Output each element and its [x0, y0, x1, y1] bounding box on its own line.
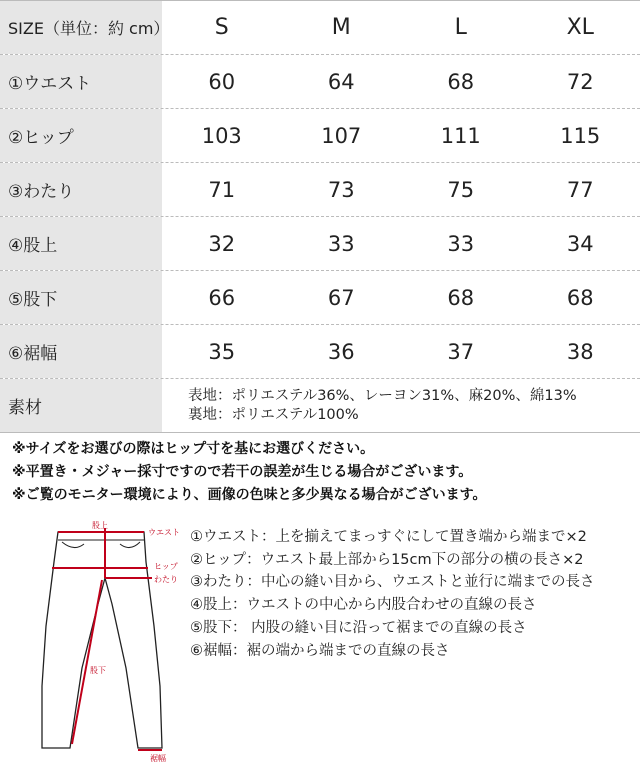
row-label: ⑥裾幅 [0, 325, 162, 378]
table-cell: 32 [208, 231, 236, 256]
size-header-label: SIZE（単位：約 cm） [0, 1, 162, 54]
size-m-header: M [331, 15, 351, 40]
table-cell: 67 [327, 285, 355, 310]
rise-row [0, 217, 640, 271]
label-rise: 股上 [92, 521, 108, 530]
table-cell: 115 [560, 123, 601, 148]
row-label: ③わたり [0, 163, 162, 216]
table-cell: 34 [566, 231, 594, 256]
table-cell: 38 [566, 339, 594, 364]
table-cell: 73 [327, 177, 355, 202]
size-xl-header: XL [566, 15, 594, 40]
table-cell: 60 [208, 69, 236, 94]
pants-diagram [12, 518, 182, 762]
size-s-header: S [214, 15, 229, 40]
measurement-definitions [190, 526, 595, 662]
label-inseam: 股下 [90, 666, 106, 675]
table-cell: 77 [566, 177, 594, 202]
note-item: ※ご覧のモニター環境により、画像の色味と多少異なる場合がございます。 [12, 487, 487, 503]
thigh-row [0, 163, 640, 217]
inseam-row [0, 271, 640, 325]
row-label: ⑤股下 [0, 271, 162, 324]
definition-item: ⑤股下： 内股の縫い目に沿って裾までの直線の長さ [190, 619, 527, 636]
label-hip: ヒップ [154, 562, 178, 571]
table-cell: 33 [447, 231, 475, 256]
material-text [162, 379, 640, 432]
table-cell: 37 [447, 339, 475, 364]
hip-row [0, 109, 640, 163]
table-cell: 75 [447, 177, 475, 202]
definition-item: ④股上：ウエストの中心から内股合わせの直線の長さ [190, 597, 537, 614]
definition-item: ②ヒップ：ウエスト最上部から15cm下の部分の横の長さ×2 [190, 551, 584, 568]
pants-outline [42, 532, 162, 748]
label-thigh: わたり [154, 575, 178, 584]
row-label: ②ヒップ [0, 109, 162, 162]
table-cell: 36 [327, 339, 355, 364]
table-cell: 107 [321, 123, 362, 148]
table-cell: 103 [201, 123, 242, 148]
notes [12, 438, 487, 507]
hem-row [0, 325, 640, 379]
table-cell: 64 [327, 69, 355, 94]
row-label: ①ウエスト [0, 55, 162, 108]
table-cell: 66 [208, 285, 236, 310]
size-header-row [0, 1, 640, 55]
label-hem: 裾幅 [150, 754, 166, 762]
note-item: ※サイズをお選びの際はヒップ寸を基にお選びください。 [12, 441, 375, 457]
table-cell: 35 [208, 339, 236, 364]
table-cell: 33 [327, 231, 355, 256]
table-cell: 72 [566, 69, 594, 94]
table-cell: 111 [440, 123, 481, 148]
material-lining: 裏地：ポリエステル100% [188, 406, 359, 423]
definition-item: ①ウエスト：上を揃えてまっすぐにして置き端から端まで×2 [190, 529, 587, 545]
row-label: ④股上 [0, 217, 162, 270]
material-row [0, 379, 640, 433]
table-cell: 68 [566, 285, 594, 310]
definition-item: ⑥裾幅：裾の端から端までの直線の長さ [190, 642, 450, 659]
material-label: 素材 [0, 379, 162, 432]
note-item: ※平置き・メジャー採寸ですので若干の誤差が生じる場合がございます。 [12, 464, 473, 480]
material-outer: 表地：ポリエステル36%、レーヨン31%、麻20%、綿13% [188, 387, 577, 404]
table-cell: 71 [208, 177, 236, 202]
waist-row [0, 55, 640, 109]
table-cell: 68 [447, 285, 475, 310]
table-cell: 68 [447, 69, 475, 94]
label-waist: ウエスト [148, 528, 180, 537]
definition-item: ③わたり：中心の縫い目から、ウエストと並行に端までの長さ [190, 574, 595, 591]
size-l-header: L [454, 15, 467, 40]
